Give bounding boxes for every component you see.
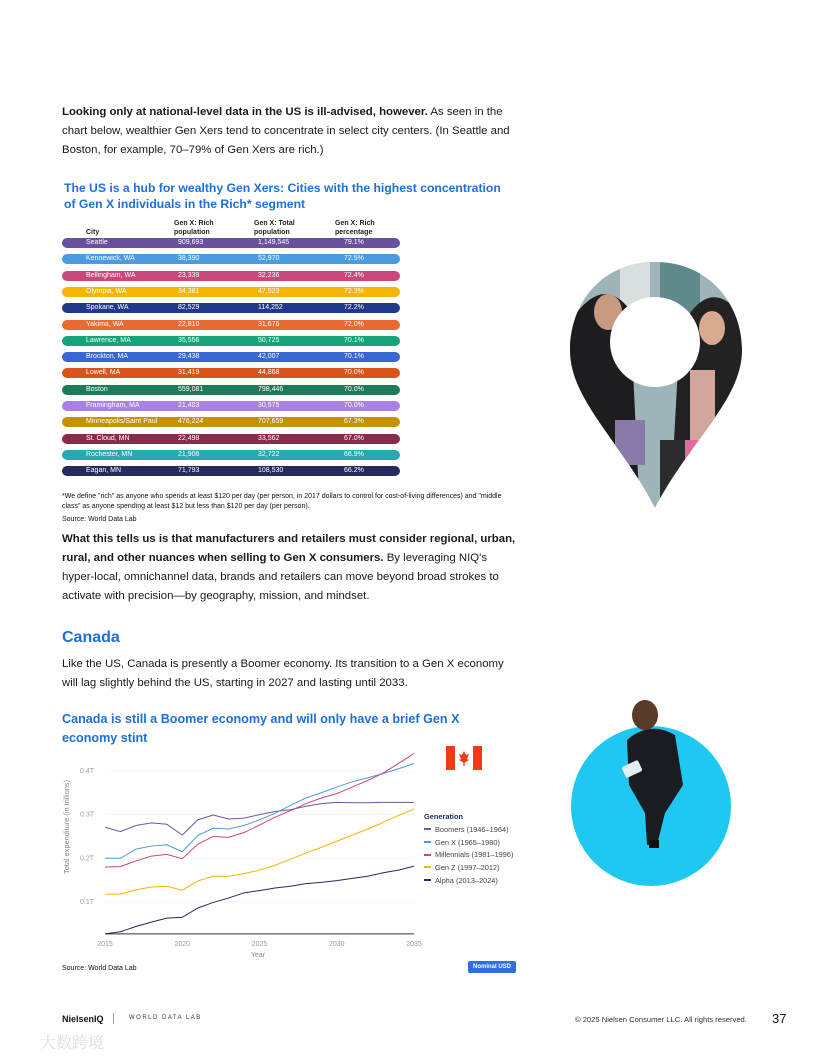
logo-divider	[113, 1013, 114, 1024]
x-tick-label: 2015	[97, 941, 113, 948]
cell-pct: 70.0%	[344, 369, 364, 377]
cell-rich: 31,419	[178, 369, 200, 377]
x-tick-label: 2030	[328, 941, 345, 948]
cell-total: 52,970	[258, 255, 280, 263]
cell-rich: 82,529	[178, 304, 200, 312]
cell-total: 108,530	[258, 467, 284, 475]
cell-city: Minneapolis/Saint Paul	[86, 418, 158, 426]
table-source: Source: World Data Lab	[62, 516, 137, 523]
cell-pct: 70.1%	[344, 336, 364, 344]
cell-rich: 23,339	[178, 271, 200, 279]
header-total: Gen X: Total population	[254, 220, 295, 236]
legend-item	[424, 836, 513, 849]
nominal-usd-badge: Nominal USD	[468, 961, 516, 973]
watermark: 大数跨境	[40, 1035, 105, 1052]
cell-pct: 72.0%	[344, 320, 364, 328]
world-data-lab-logo: WORLD DATA LAB	[129, 1015, 202, 1021]
cell-pct: 72.3%	[344, 287, 364, 295]
legend-swatch	[424, 879, 431, 881]
legend-label: Gen X (1965–1980)	[435, 837, 500, 847]
canada-paragraph: Like the US, Canada is presently a Boomer economy. Its transition to a Gen X economy will lag slightly behind the US, starting in 2027 and lasting until 2033.	[62, 658, 504, 689]
cell-rich: 21,906	[178, 450, 200, 458]
legend-item	[424, 848, 513, 861]
cell-rich: 34,381	[178, 287, 200, 295]
cell-pct: 72.2%	[344, 304, 364, 312]
legend-swatch	[424, 854, 431, 856]
cell-city: Rochester, MN	[86, 450, 133, 458]
cell-total: 42,007	[258, 353, 280, 361]
legend-label: Boomers (1946–1964)	[435, 824, 509, 834]
chart-source: Source: World Data Lab	[62, 965, 137, 972]
cell-city: Seattle	[86, 239, 108, 246]
x-tick-label: 2025	[251, 941, 268, 948]
series-line-gen	[105, 809, 414, 894]
cell-rich: 71,793	[178, 467, 200, 475]
cell-total: 32,722	[258, 450, 280, 458]
cell-total: 30,575	[258, 402, 280, 409]
cell-total: 707,659	[258, 418, 284, 426]
cell-rich: 35,556	[178, 336, 200, 344]
intro-bold: Looking only at national-level data in the US is ill-advised, however.	[62, 106, 428, 118]
series-line-alpha	[105, 866, 414, 934]
table-title: The US is a hub for wealthy Gen Xers: Cities with the highest concentration of Gen X individuals in the Rich* segment	[64, 181, 501, 211]
cell-rich: 476,224	[178, 418, 204, 426]
legend-title: Generation	[424, 812, 464, 821]
businessman-photo	[565, 695, 740, 895]
cell-pct: 66.9%	[344, 450, 364, 458]
cell-pct: 72.4%	[344, 271, 364, 279]
cell-total: 47,523	[258, 287, 280, 295]
insight-bold: What this tells us is that manufacturers and retailers must consider regional, urban, rural, and other nuances when selling to Gen X consumers.	[62, 533, 516, 564]
cell-rich: 38,390	[178, 255, 200, 263]
legend-label: Alpha (2013–2024)	[435, 875, 498, 885]
footnote: *We define "rich" as anyone who spends at least $120 per day (per person, in 2017 dollars to control for cost-of-living differences) and "middle class" as anyone spending at least $12 but less than $120 per day (per person).	[62, 493, 502, 510]
section-heading-canada: Canada	[62, 629, 120, 646]
cell-rich: 22,810	[178, 320, 200, 328]
cell-pct: 70.0%	[344, 385, 364, 393]
y-tick-label: 0.1T	[80, 899, 95, 906]
cell-city: Lowell, MA	[86, 369, 121, 377]
cell-pct: 70.1%	[344, 353, 364, 361]
cell-city: St. Cloud, MN	[86, 434, 130, 442]
legend-label: Gen Z (1997–2012)	[435, 862, 500, 872]
cell-pct: 72.5%	[344, 255, 364, 263]
cell-total: 32,236	[258, 271, 280, 279]
series-line-boomers	[105, 802, 414, 835]
chart-legend	[424, 812, 513, 886]
cell-city: Yakima, WA	[86, 320, 124, 328]
copyright: © 2025 Nielsen Consumer LLC. All rights reserved.	[575, 1015, 747, 1024]
legend-item	[424, 874, 513, 887]
cell-city: Boston	[86, 385, 108, 393]
legend-swatch	[424, 828, 431, 830]
cell-city: Framingham, MA	[86, 402, 140, 409]
header-rich: Gen X: Rich population	[174, 220, 214, 236]
cell-city: Bellingham, WA	[86, 271, 136, 279]
legend-item	[424, 823, 513, 836]
insight-rest: By leveraging NIQ's hyper-local, omnichannel data, brands and retailers can move beyond broad strokes to activate with precision—by geography, mission, and mindset.	[62, 552, 499, 602]
cell-total: 798,446	[258, 385, 284, 393]
x-tick-label: 2020	[174, 941, 191, 948]
cell-total: 114,252	[258, 304, 283, 312]
header-pct: Gen X: Rich percentage	[335, 220, 375, 236]
cell-total: 50,725	[258, 336, 280, 344]
cell-rich: 559,081	[178, 385, 204, 393]
x-axis-label: Year	[251, 952, 266, 959]
cell-total: 31,676	[258, 320, 280, 328]
cell-city: Brockton, MA	[86, 353, 129, 361]
cell-pct: 79.1%	[344, 239, 364, 246]
series-line-gen	[105, 763, 414, 858]
chart-title: Canada is still a Boomer economy and will only have a brief Gen X economy stint	[62, 712, 460, 745]
y-tick-label: 0.2T	[80, 855, 95, 863]
series-line-millennials	[105, 753, 414, 867]
cell-rich: 22,498	[178, 434, 200, 442]
legend-label: Millennials (1981–1996)	[435, 850, 514, 860]
cell-pct: 66.2%	[344, 467, 364, 475]
cell-total: 33,562	[258, 434, 280, 442]
cell-rich: 909,693	[178, 239, 204, 246]
cell-city: Spokane, WA	[86, 304, 129, 312]
cell-city: Olympia, WA	[86, 287, 127, 295]
cell-pct: 70.0%	[344, 402, 364, 409]
nielseniq-logo: NielsenIQ	[62, 1014, 104, 1024]
cell-rich: 29,438	[178, 353, 200, 361]
intro-rest: As seen in the chart below, wealthier Gen Xers tend to concentrate in select city centers. (In Seattle and Boston, for example, 70–79% of Gen Xers are rich.)	[62, 106, 510, 156]
cell-pct: 67.0%	[344, 434, 364, 442]
cell-city: Kennewick, WA	[86, 255, 135, 263]
cell-city: Lawrence, MA	[86, 336, 131, 344]
legend-item	[424, 861, 513, 874]
y-tick-label: 0.3T	[80, 811, 95, 819]
x-tick-label: 2035	[406, 941, 422, 948]
cell-pct: 67.3%	[344, 418, 364, 426]
cell-city: Eagan, MN	[86, 467, 122, 475]
header-city: City	[86, 229, 100, 236]
cell-rich: 21,403	[178, 402, 200, 409]
legend-swatch	[424, 866, 431, 868]
y-tick-label: 0.4T	[80, 767, 95, 775]
legend-swatch	[424, 841, 431, 843]
cell-total: 1,149,545	[258, 239, 290, 246]
cell-total: 44,868	[258, 369, 280, 377]
page-number: 37	[772, 1011, 787, 1026]
y-axis-label: Total expenditure (in trillions)	[62, 779, 71, 875]
